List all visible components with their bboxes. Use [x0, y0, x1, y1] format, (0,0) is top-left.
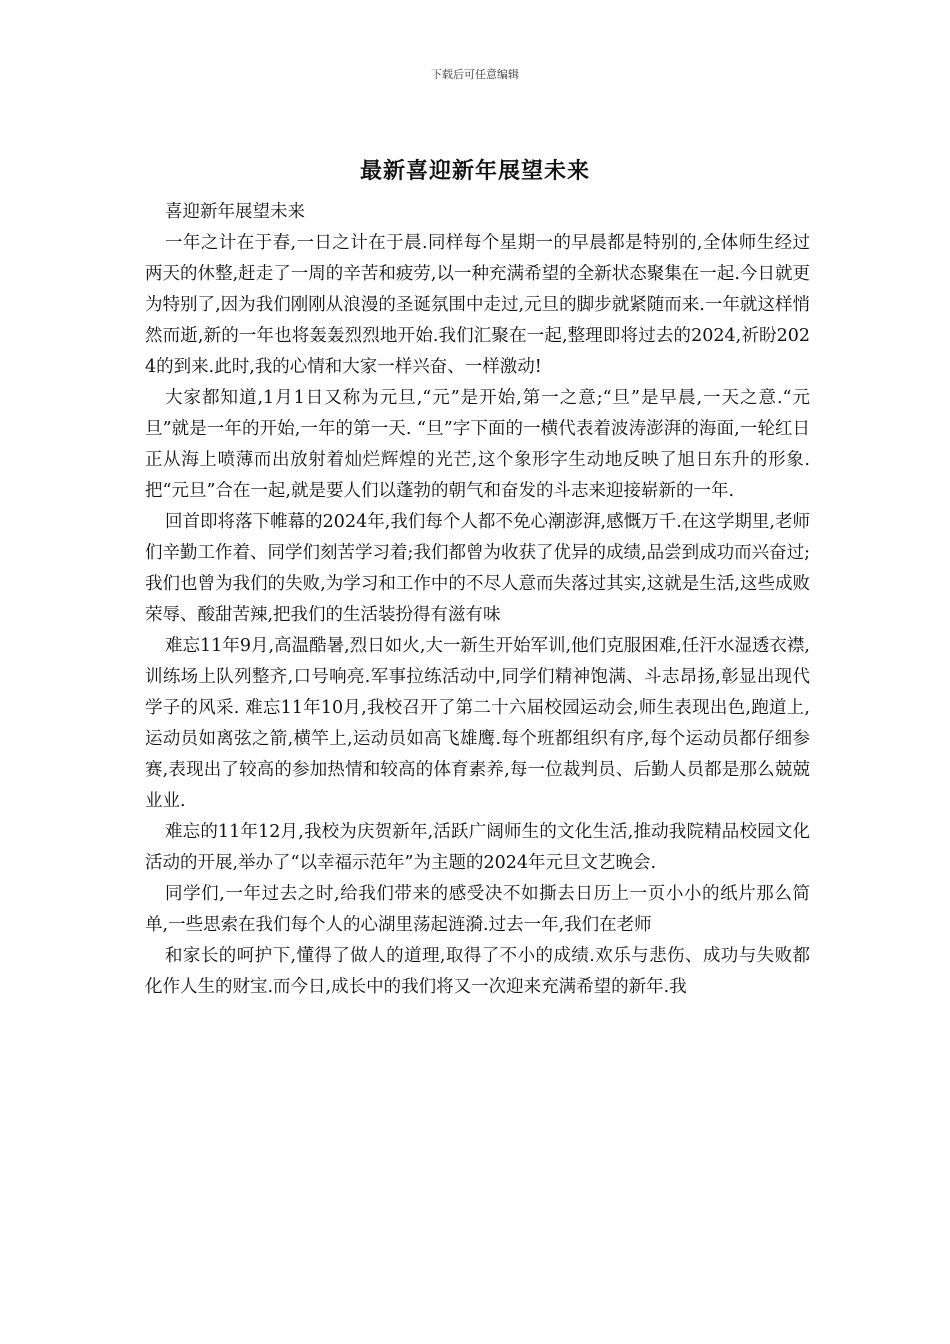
paragraph: 大家都知道,1月1日又称为元旦,“元”是开始,第一之意;“旦”是早晨,一天之意.“元旦”就是一年的开始,一年的第一天. “旦”字下面的一横代表着波涛澎湃的海面,一轮红日正从海上喷薄而出放射着灿烂辉煌的光芒,这个象形字生动地反映了旭日东升的形象. 把“元旦”合在一起,就是要人们以蓬勃的朝气和奋发的斗志来迎接崭新的一年.: [145, 388, 810, 501]
paragraph: 回首即将落下帷幕的2024年,我们每个人都不免心潮澎湃,感慨万千.在这学期里,老师们辛勤工作着、同学们刻苦学习着;我们都曾为收获了优异的成绩,品尝到成功而兴奋过;我们也曾为我们的失败,为学习和工作中的不尽人意而失落过其实,这就是生活,这些成败荣辱、酸甜苦辣,把我们的生活装扮得有滋有味: [145, 512, 810, 625]
paragraph: 同学们,一年过去之时,给我们带来的感受决不如撕去日历上一页小小的纸片那么简单,一些思索在我们每个人的心湖里荡起涟漪.过去一年,我们在老师: [145, 884, 810, 935]
document-body: [145, 197, 810, 1003]
paragraph: 和家长的呵护下,懂得了做人的道理,取得了不小的成绩.欢乐与悲伤、成功与失败都化作人生的财宝.而今日,成长中的我们将又一次迎来充满希望的新年.我: [145, 946, 810, 997]
paragraph: 难忘11年9月,高温酷暑,烈日如火,大一新生开始军训,他们克服困难,任汗水湿透衣襟,训练场上队列整齐,口号响亮.军事拉练活动中,同学们精神饱满、斗志昂扬,彰显出现代学子的风采. 难忘11年10月,我校召开了第二十六届校园运动会,师生表现出色,跑道上,运动员如离弦之箭,横竿上,运动员如高飞雄鹰.每个班都组织有序,每个运动员都仔细参赛,表现出了较高的参加热情和较高的体育素养,每一位裁判员、后勤人员都是那么兢兢业业.: [145, 636, 810, 811]
document-title: 最新喜迎新年展望未来: [359, 158, 590, 184]
paragraph: 一年之计在于春,一日之计在于晨.同样每个星期一的早晨都是特别的,全体师生经过两天的休整,赶走了一周的辛苦和疲劳,以一种充满希望的全新状态聚集在一起.今日就更为特别了,因为我们刚刚从浪漫的圣诞氛围中走过,元旦的脚步就紧随而来.一年就这样悄然而逝,新的一年也将轰轰烈烈地开始.我们汇聚在一起,整理即将过去的2024,祈盼2024的到来.此时,我的心情和大家一样兴奋、一样激动!: [145, 233, 810, 377]
page-header: 下载后可任意编辑: [431, 68, 519, 81]
paragraph: 难忘的11年12月,我校为庆贺新年,活跃广阔师生的文化生活,推动我院精品校园文化活动的开展,举办了“以幸福示范年”为主题的2024年元旦文艺晚会.: [145, 822, 810, 873]
paragraph-subtitle: 喜迎新年展望未来: [165, 202, 305, 222]
